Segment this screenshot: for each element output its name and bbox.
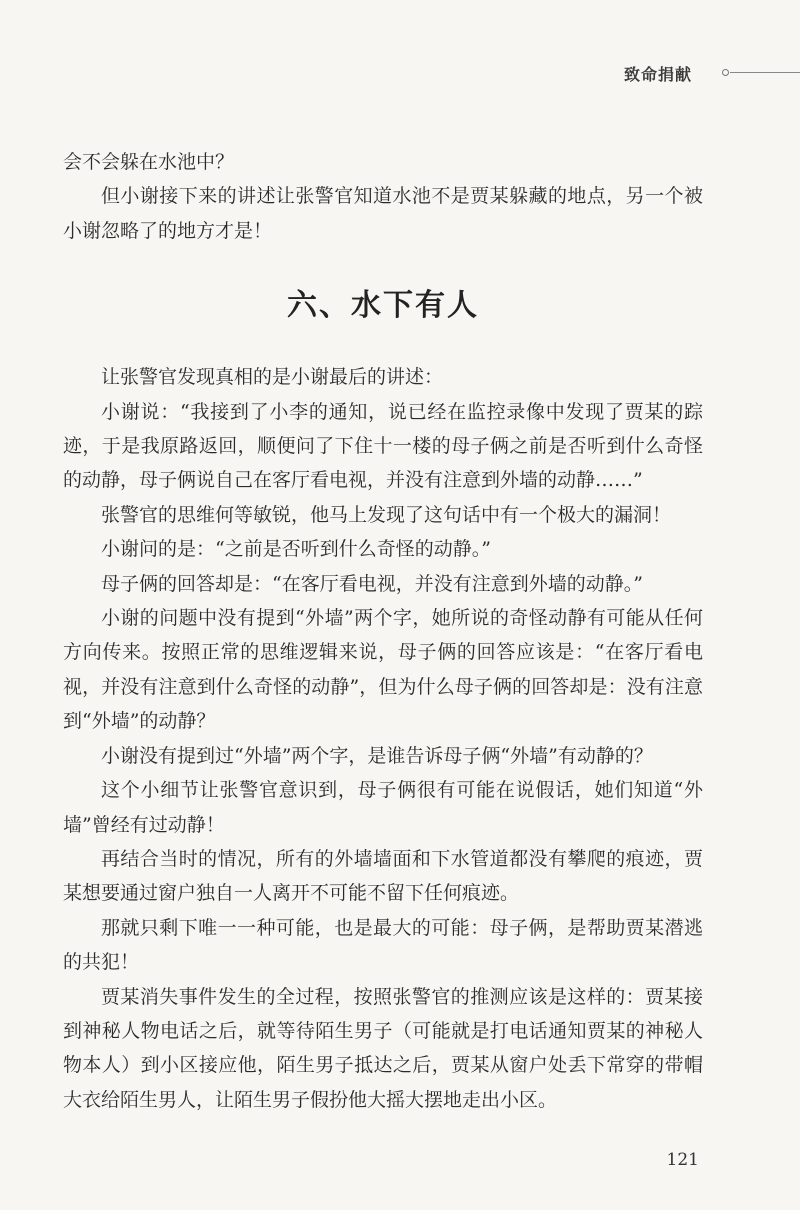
paragraph: 张警官的思维何等敏锐，他马上发现了这句话中有一个极大的漏洞！ [101, 503, 672, 526]
running-header [0, 62, 800, 92]
page-number: 121 [666, 1150, 699, 1170]
header-circle-ornament [722, 69, 729, 76]
header-rule [730, 72, 800, 73]
paragraph: 再结合当时的情况，所有的外墙墙面和下水管道都没有攀爬的痕迹，贾某想要通过窗户独自一人离开不可能不留下任何痕迹。 [63, 847, 703, 905]
page-body [63, 145, 703, 1117]
section-title: 六、水下有人 [287, 288, 479, 324]
running-title: 致命捐献 [623, 65, 692, 84]
paragraph-continued: 会不会躲在水池中？ [63, 151, 235, 173]
paragraph: 小谢说：“我接到了小李的通知，说已经在监控录像中发现了贾某的踪迹，于是我原路返回，顺便问了下住十一楼的母子俩之前是否听到什么奇怪的动静，母子俩说自己在客厅看电视，并没有注意到外墙的动静……” [63, 400, 703, 492]
paragraph: 小谢没有提到过“外墙”两个字，是谁告诉母子俩“外墙”有动静的？ [101, 744, 653, 767]
spacer [63, 248, 703, 286]
spacer [63, 326, 703, 360]
paragraph: 那就只剩下唯一一种可能，也是最大的可能：母子俩，是帮助贾某潜逃的共犯！ [63, 916, 703, 974]
paragraph: 这个小细节让张警官意识到，母子俩很有可能在说假话，她们知道“外墙”曾经有过动静！ [63, 779, 703, 836]
paragraph: 母子俩的回答却是：“在客厅看电视，并没有注意到外墙的动静。” [101, 572, 643, 595]
paragraph: 让张警官发现真相的是小谢最后的讲述： [101, 366, 444, 389]
paragraph: 小谢的问题中没有提到“外墙”两个字，她所说的奇怪动静有可能从任何方向传来。按照正常的思维逻辑来说，母子俩的回答应该是：“在客厅看电视，并没有注意到什么奇怪的动静”，但为什么母子俩的回答却是：没有注意到“外墙”的动静？ [63, 607, 703, 733]
paragraph: 贾某消失事件发生的全过程，按照张警官的推测应该是这样的：贾某接到神秘人物电话之后，就等待陌生男子（可能就是打电话通知贾某的神秘人物本人）到小区接应他，陌生男子抵达之后，贾某从窗户处丢下常穿的带帽大衣给陌生男人，让陌生男子假扮他大摇大摆地走出小区。 [63, 985, 703, 1111]
paragraph: 但小谢接下来的讲述让张警官知道水池不是贾某躲藏的地点，另一个被小谢忽略了的地方才是！ [63, 185, 703, 242]
paragraph: 小谢问的是：“之前是否听到什么奇怪的动静。” [101, 538, 491, 561]
